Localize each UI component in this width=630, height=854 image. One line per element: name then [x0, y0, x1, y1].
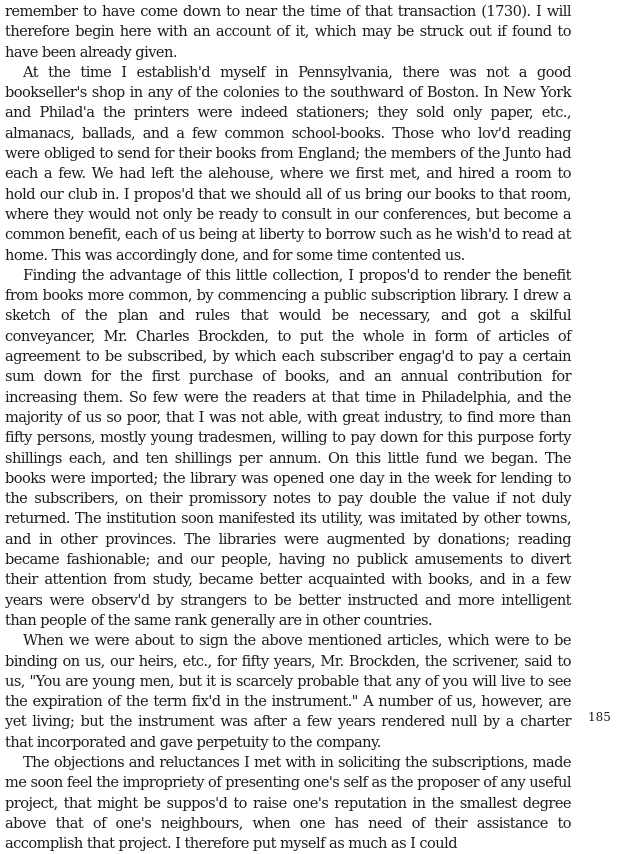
paragraph-brockden-remark: When we were about to sign the above mentioned articles, which were to be binding on us, our heirs, etc., for fifty years, Mr. Brockden, the scrivener, said to us, "You are young men, but it is scarcely probable that any of you will live to see the expiration of the term fix'd in the instrument." A number of us, however, are yet living; but the instrument was after a few years rendered null by a charter that incorporated and gave perpetuity to the company.: [5, 632, 571, 751]
book-page-body: [5, 2, 571, 854]
paragraph-objections: The objections and reluctances I met with in soliciting the subscriptions, made me soon feel the impropriety of presenting one's self as the proposer of any useful project, that might be suppos'd to raise one's reputation in the smallest degree above that of one's neighbours, when one has need of their assistance to accomplish that project. I therefore put myself as much as I could: [5, 753, 571, 853]
page-number: 185: [588, 710, 611, 724]
paragraph-bookseller-shops: At the time I establish'd myself in Pennsylvania, there was not a good bookseller's shop in any of the colonies to the southward of Boston. In New York and Philad'a the printers were indeed stationers; they sold only paper, etc., almanacs, ballads, and a few common school-books. Those who lov'd reading were obliged to send for their books from England; the members of the Junto had each a few. We had left the alehouse, where we first met, and hired a room to hold our club in. I propos'd that we should all of us bring our books to that room, where they would not only be ready to consult in our conferences, but become a common benefit, each of us being at liberty to borrow such as he wish'd to read at home. This was accordingly done, and for some time contented us.: [5, 63, 571, 264]
paragraph-subscription-library: Finding the advantage of this little collection, I propos'd to render the benefit from books more common, by commencing a public subscription library. I drew a sketch of the plan and rules that would be necessary, and got a skilful conveyancer, Mr. Charles Brockden, to put the whole in form of articles of agreement to be subscribed, by which each subscriber engag'd to pay a certain sum down for the first purchase of books, and an annual contribution for increasing them. So few were the readers at that time in Philadelphia, and the majority of us so poor, that I was not able, with great industry, to find more than fifty persons, mostly young tradesmen, willing to pay down for this purpose forty shillings each, and ten shillings per annum. On this little fund we began. The books were imported; the library was opened one day in the week for lending to the subscribers, on their promissory notes to pay double the value if not duly returned. The institution soon manifested its utility, was imitated by other towns, and in other provinces. The libraries were augmented by donations; reading became fashionable; and our people, having no publick amusements to divert their attention from study, became better acquainted with books, and in a few years were observ'd by strangers to be better instructed and more intelligent than people of the same rank generally are in other countries.: [5, 266, 571, 629]
paragraph-continuation: remember to have come down to near the time of that transaction (1730). I will therefore begin here with an account of it, which may be struck out if found to have been already given.: [5, 3, 571, 61]
